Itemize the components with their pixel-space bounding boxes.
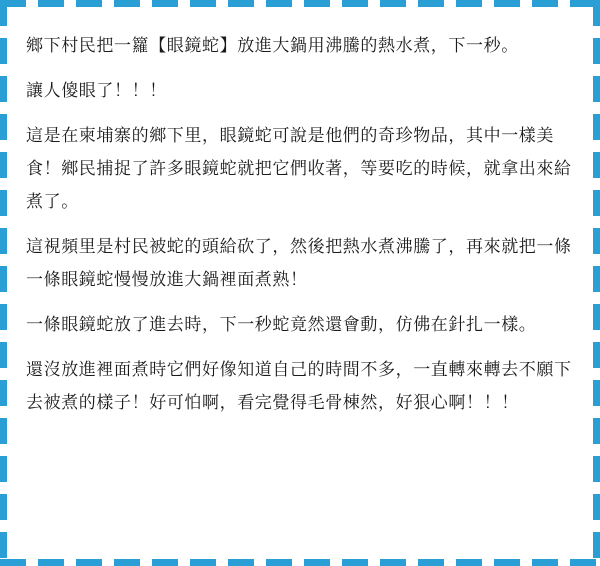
paragraph-conclusion: 還沒放進裡面煮時它們好像知道自己的時間不多，一直轉來轉去不願下去被煮的樣子！好可怕啊，看完覺得毛骨棟然，好狠心啊！！！: [26, 360, 572, 413]
dashed-border-bottom: [0, 559, 600, 566]
dashed-border-top: [0, 0, 600, 7]
dashed-border-left: [0, 0, 7, 566]
paragraph-cambodia-context: 這是在柬埔寨的鄉下里，眼鏡蛇可說是他們的奇珍物品，其中一樣美食！鄉民捕捉了許多眼鏡蛇就把它們收著，等要吃的時候，就拿出來給煮了。: [26, 126, 572, 212]
paragraph-video-description: 這視頻里是村民被蛇的頭給砍了，然後把熱水煮沸騰了，再來就把一條一條眼鏡蛇慢慢放進大鍋裡面煮熟！: [26, 237, 572, 290]
paragraph-headline: 鄉下村民把一籮【眼鏡蛇】放進大鍋用沸騰的熱水煮，下一秒。: [26, 36, 519, 56]
paragraph-snake-moves: 一條眼鏡蛇放了進去時，下一秒蛇竟然還會動，仿佛在針扎一樣。: [26, 315, 537, 335]
article-body: [26, 30, 578, 420]
dashed-border-right: [593, 0, 600, 566]
paragraph-exclamation: 讓人傻眼了！！！: [26, 81, 167, 101]
